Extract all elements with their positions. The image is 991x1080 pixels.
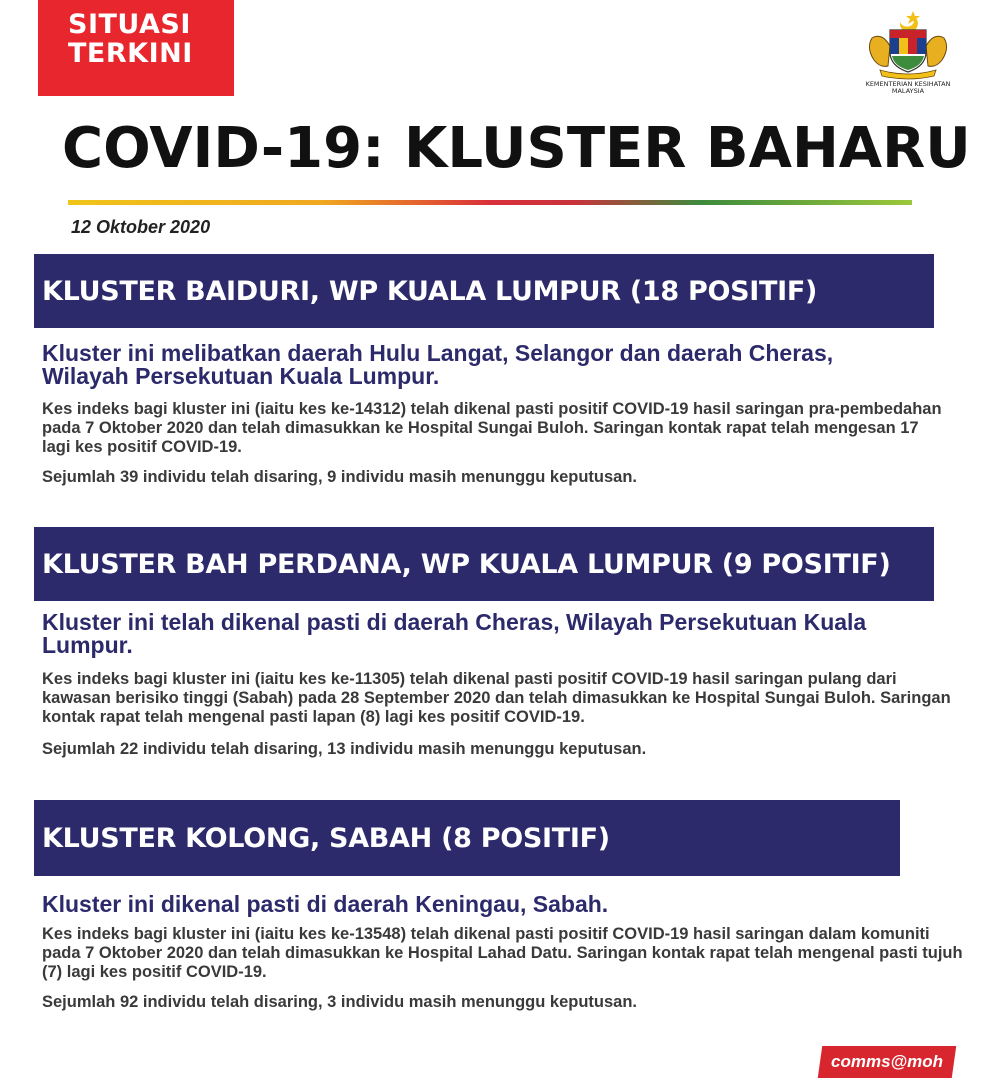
title-underline: [68, 200, 912, 205]
cluster-note-kolong: Sejumlah 92 individu telah disaring, 3 individu masih menunggu keputusan.: [42, 993, 638, 1011]
malaysia-coat-of-arms-icon: [866, 8, 950, 80]
cluster-body-baiduri: Kes indeks bagi kluster ini (iaitu kes ke-14312) telah dikenal pasti positif COVID-19 hasil saringan pra-pembedahan pada 7 Oktober 2020 dan telah dimasukkan ke Hospital Sungai Buloh. Saringan kontak rapat telah mengesan 17 lagi kes positif COVID-19.: [42, 400, 942, 456]
crest-caption-line2: MALAYSIA: [891, 87, 925, 95]
cluster-heading-baiduri: KLUSTER BAIDURI, WP KUALA LUMPUR (18 POSITIF): [34, 254, 934, 328]
badge-line2: TERKINI: [68, 38, 193, 69]
cluster-subheading-bah-perdana: Kluster ini telah dikenal pasti di daerah Cheras, Wilayah Persekutuan Kuala Lumpur.: [42, 609, 867, 658]
page-title: COVID-19: KLUSTER BAHARU: [62, 116, 971, 181]
crest-caption: [858, 81, 958, 95]
situasi-terkini-badge: [38, 0, 234, 96]
cluster-body-kolong: Kes indeks bagi kluster ini (iaitu kes ke-13548) telah dikenal pasti positif COVID-19 hasil saringan dalam komuniti pada 7 Oktober 2020 dan telah dimasukkan ke Hospital Lahad Datu. Saringan kontak rapat telah mengenal pasti tujuh (7) lagi kes positif COVID-19.: [42, 925, 963, 981]
report-date: 12 Oktober 2020: [71, 217, 211, 237]
cluster-heading-kolong: KLUSTER KOLONG, SABAH (8 POSITIF): [34, 800, 900, 876]
ministry-logo: [858, 8, 958, 108]
cluster-note-baiduri: Sejumlah 39 individu telah disaring, 9 individu masih menunggu keputusan.: [42, 468, 638, 486]
crest-caption-line1: KEMENTERIAN KESIHATAN: [865, 80, 951, 88]
comms-moh-label: comms@moh: [831, 1052, 943, 1071]
cluster-subheading-baiduri: Kluster ini melibatkan daerah Hulu Langat, Selangor dan daerah Cheras, Wilayah Persekutuan Kuala Lumpur.: [42, 340, 834, 389]
badge-line1: SITUASI: [68, 9, 191, 40]
comms-moh-tag: [818, 1046, 956, 1078]
cluster-body-bah-perdana: Kes indeks bagi kluster ini (iaitu kes ke-11305) telah dikenal pasti positif COVID-19 hasil saringan pulang dari kawasan berisiko tinggi (Sabah) pada 28 September 2020 dan telah dimasukkan ke Hospital Sungai Buloh. Saringan kontak rapat telah mengenal pasti lapan (8) lagi kes positif COVID-19.: [42, 670, 951, 726]
cluster-note-bah-perdana: Sejumlah 22 individu telah disaring, 13 individu masih menunggu keputusan.: [42, 740, 647, 758]
cluster-heading-bah-perdana: KLUSTER BAH PERDANA, WP KUALA LUMPUR (9 POSITIF): [34, 527, 934, 601]
cluster-subheading-kolong: Kluster ini dikenal pasti di daerah Keningau, Sabah.: [42, 891, 609, 917]
